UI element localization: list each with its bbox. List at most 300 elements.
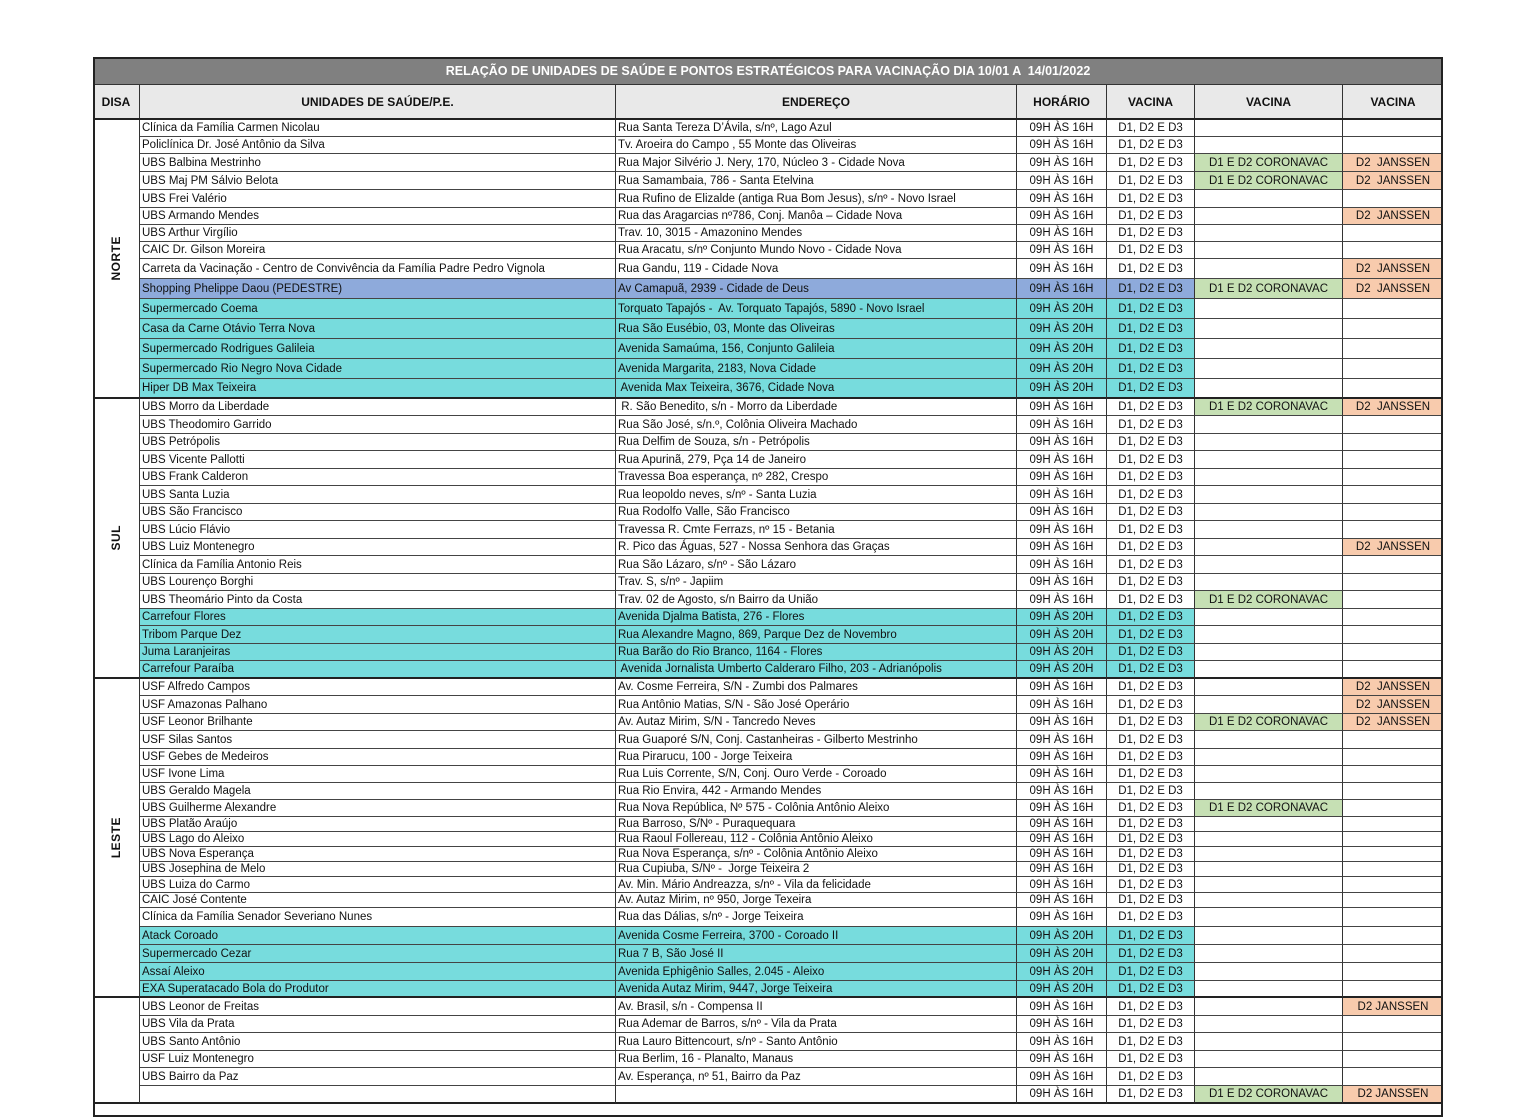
horario-cell: 09H ÀS 16H	[1017, 242, 1107, 259]
endereco-cell: Rua Major Silvério J. Nery, 170, Núcleo 3 - Cidade Nova	[616, 154, 1017, 172]
unidade-cell: UBS Theodomiro Garrido	[140, 416, 616, 434]
coronavac-cell	[1195, 556, 1343, 574]
coronavac-cell	[1195, 783, 1343, 800]
unidade-cell: Clínica da Família Carmen Nicolau	[140, 120, 616, 137]
coronavac-cell	[1195, 359, 1343, 379]
doses-cell: D1, D2 E D3	[1107, 847, 1195, 862]
horario-cell: 09H ÀS 20H	[1017, 963, 1107, 981]
coronavac-cell	[1195, 766, 1343, 783]
table-row	[140, 319, 1443, 339]
table-row	[140, 714, 1443, 731]
unidade-cell: UBS Bairro da Paz	[140, 1068, 616, 1086]
table-row	[140, 661, 1443, 679]
janssen-cell	[1343, 927, 1443, 945]
janssen-cell	[1343, 591, 1443, 609]
janssen-cell	[1343, 190, 1443, 208]
janssen-cell: D2 JANSSEN	[1343, 696, 1443, 714]
doses-cell: D1, D2 E D3	[1107, 521, 1195, 539]
doses-cell: D1, D2 E D3	[1107, 120, 1195, 137]
janssen-cell	[1343, 766, 1443, 783]
janssen-cell	[1343, 644, 1443, 661]
doses-cell: D1, D2 E D3	[1107, 259, 1195, 279]
horario-cell: 09H ÀS 16H	[1017, 172, 1107, 190]
table-row	[140, 1068, 1443, 1086]
endereco-cell: Rua Rio Envira, 442 - Armando Mendes	[616, 783, 1017, 800]
unidade-cell: UBS Arthur Virgílio	[140, 225, 616, 242]
table-row	[140, 556, 1443, 574]
unidade-cell: UBS Frei Valério	[140, 190, 616, 208]
endereco-cell: Rua leopoldo neves, s/nº - Santa Luzia	[616, 486, 1017, 504]
coronavac-cell	[1195, 862, 1343, 877]
endereco-cell	[616, 1086, 1017, 1104]
coronavac-cell: D1 E D2 CORONAVAC	[1195, 714, 1343, 731]
doses-cell: D1, D2 E D3	[1107, 591, 1195, 609]
unidade-cell: UBS Theomário Pinto da Costa	[140, 591, 616, 609]
header-vacina-doses: VACINA	[1107, 85, 1195, 118]
coronavac-cell	[1195, 259, 1343, 279]
unidade-cell: Clínica da Família Senador Severiano Nunes	[140, 908, 616, 927]
coronavac-cell	[1195, 847, 1343, 862]
coronavac-cell	[1195, 749, 1343, 766]
janssen-cell: D2 JANSSEN	[1343, 172, 1443, 190]
doses-cell: D1, D2 E D3	[1107, 783, 1195, 800]
coronavac-cell	[1195, 416, 1343, 434]
endereco-cell: Av. Min. Mário Andreazza, s/nº - Vila da felicidade	[616, 877, 1017, 893]
horario-cell: 09H ÀS 16H	[1017, 154, 1107, 172]
coronavac-cell	[1195, 137, 1343, 154]
coronavac-cell: D1 E D2 CORONAVAC	[1195, 800, 1343, 817]
coronavac-cell	[1195, 626, 1343, 644]
janssen-cell	[1343, 609, 1443, 626]
unidade-cell: UBS Lago do Aleixo	[140, 832, 616, 847]
table-row	[140, 225, 1443, 242]
doses-cell: D1, D2 E D3	[1107, 1068, 1195, 1086]
table-row	[140, 416, 1443, 434]
horario-cell: 09H ÀS 16H	[1017, 862, 1107, 877]
doses-cell: D1, D2 E D3	[1107, 731, 1195, 749]
table-title: RELAÇÃO DE UNIDADES DE SAÚDE E PONTOS ESTRATÉGICOS PARA VACINAÇÃO DIA 10/01 A 14/01/2022	[93, 57, 1443, 85]
janssen-cell: D2 JANSSEN	[1343, 1086, 1443, 1104]
janssen-cell: D2 JANSSEN	[1343, 208, 1443, 225]
janssen-cell: D2 JANSSEN	[1343, 279, 1443, 299]
horario-cell: 09H ÀS 16H	[1017, 591, 1107, 609]
janssen-cell	[1343, 319, 1443, 339]
doses-cell: D1, D2 E D3	[1107, 679, 1195, 696]
janssen-cell	[1343, 574, 1443, 591]
horario-cell: 09H ÀS 16H	[1017, 908, 1107, 927]
disa-region-cell	[93, 679, 140, 998]
unidade-cell	[140, 1086, 616, 1104]
coronavac-cell	[1195, 208, 1343, 225]
header-disa: DISA	[93, 85, 140, 118]
coronavac-cell	[1195, 696, 1343, 714]
janssen-cell	[1343, 1033, 1443, 1051]
janssen-cell: D2 JANSSEN	[1343, 539, 1443, 556]
doses-cell: D1, D2 E D3	[1107, 279, 1195, 299]
janssen-cell	[1343, 1051, 1443, 1068]
table-row	[140, 749, 1443, 766]
endereco-cell: Travessa Boa esperança, nº 282, Crespo	[616, 469, 1017, 486]
doses-cell: D1, D2 E D3	[1107, 299, 1195, 319]
table-row	[140, 172, 1443, 190]
horario-cell: 09H ÀS 20H	[1017, 379, 1107, 399]
doses-cell: D1, D2 E D3	[1107, 208, 1195, 225]
horario-cell: 09H ÀS 16H	[1017, 279, 1107, 299]
table-row	[140, 832, 1443, 847]
endereco-cell: Avenida Ephigênio Salles, 2.045 - Aleixo	[616, 963, 1017, 981]
unidade-cell: UBS Josephina de Melo	[140, 862, 616, 877]
coronavac-cell	[1195, 434, 1343, 451]
unidade-cell: UBS Balbina Mestrinho	[140, 154, 616, 172]
doses-cell: D1, D2 E D3	[1107, 359, 1195, 379]
disa-region-label: SUL	[109, 525, 123, 551]
table-row	[140, 1016, 1443, 1033]
janssen-cell: D2 JANSSEN	[1343, 399, 1443, 416]
doses-cell: D1, D2 E D3	[1107, 539, 1195, 556]
table-row	[140, 998, 1443, 1016]
janssen-cell	[1343, 981, 1443, 998]
endereco-cell: Rua Delfim de Souza, s/n - Petrópolis	[616, 434, 1017, 451]
endereco-cell: Rua 7 B, São José II	[616, 945, 1017, 963]
table-row	[140, 242, 1443, 259]
endereco-cell: Avenida Max Teixeira, 3676, Cidade Nova	[616, 379, 1017, 399]
vaccination-sites-table	[93, 57, 1443, 1117]
table-row	[140, 731, 1443, 749]
janssen-cell	[1343, 908, 1443, 927]
doses-cell: D1, D2 E D3	[1107, 832, 1195, 847]
endereco-cell: Rua Cupiuba, S/Nº - Jorge Teixeira 2	[616, 862, 1017, 877]
disa-region-cell	[93, 120, 140, 399]
janssen-cell: D2 JANSSEN	[1343, 998, 1443, 1016]
endereco-cell: Rua Luis Corrente, S/N, Conj. Ouro Verde - Coroado	[616, 766, 1017, 783]
doses-cell: D1, D2 E D3	[1107, 862, 1195, 877]
endereco-cell: Av Camapuã, 2939 - Cidade de Deus	[616, 279, 1017, 299]
disa-region-label: LESTE	[109, 816, 123, 859]
doses-cell: D1, D2 E D3	[1107, 190, 1195, 208]
table-row	[140, 434, 1443, 451]
endereco-cell: Av. Brasil, s/n - Compensa II	[616, 998, 1017, 1016]
table-row	[140, 539, 1443, 556]
unidade-cell: UBS São Francisco	[140, 504, 616, 521]
disa-region-cell	[93, 399, 140, 679]
doses-cell: D1, D2 E D3	[1107, 626, 1195, 644]
coronavac-cell	[1195, 1051, 1343, 1068]
horario-cell: 09H ÀS 16H	[1017, 800, 1107, 817]
unidade-cell: Juma Laranjeiras	[140, 644, 616, 661]
doses-cell: D1, D2 E D3	[1107, 339, 1195, 359]
table-row	[140, 359, 1443, 379]
unidade-cell: Carrefour Flores	[140, 609, 616, 626]
doses-cell: D1, D2 E D3	[1107, 486, 1195, 504]
janssen-cell	[1343, 817, 1443, 832]
endereco-cell: Travessa R. Cmte Ferrazs, nº 15 - Betania	[616, 521, 1017, 539]
horario-cell: 09H ÀS 16H	[1017, 259, 1107, 279]
table-row	[140, 486, 1443, 504]
table-row	[140, 862, 1443, 877]
janssen-cell	[1343, 416, 1443, 434]
unidade-cell: Tribom Parque Dez	[140, 626, 616, 644]
unidade-cell: Supermercado Rodrigues Galileia	[140, 339, 616, 359]
coronavac-cell	[1195, 225, 1343, 242]
janssen-cell	[1343, 661, 1443, 679]
endereco-cell: Rua Pirarucu, 100 - Jorge Teixeira	[616, 749, 1017, 766]
coronavac-cell	[1195, 299, 1343, 319]
unidade-cell: Assaí Aleixo	[140, 963, 616, 981]
table-row	[140, 644, 1443, 661]
table-row	[140, 504, 1443, 521]
endereco-cell: Rua São Eusébio, 03, Monte das Oliveiras	[616, 319, 1017, 339]
janssen-cell	[1343, 486, 1443, 504]
coronavac-cell	[1195, 679, 1343, 696]
table-row	[140, 154, 1443, 172]
table-row	[140, 981, 1443, 998]
horario-cell: 09H ÀS 16H	[1017, 766, 1107, 783]
janssen-cell	[1343, 434, 1443, 451]
unidade-cell: Carreta da Vacinação - Centro de Convivência da Família Padre Pedro Vignola	[140, 259, 616, 279]
table-row	[140, 120, 1443, 137]
doses-cell: D1, D2 E D3	[1107, 434, 1195, 451]
header-vacina-coronavac: VACINA	[1195, 85, 1343, 118]
horario-cell: 09H ÀS 16H	[1017, 847, 1107, 862]
janssen-cell	[1343, 120, 1443, 137]
doses-cell: D1, D2 E D3	[1107, 242, 1195, 259]
table-row	[140, 927, 1443, 945]
janssen-cell	[1343, 783, 1443, 800]
table-row	[140, 766, 1443, 783]
janssen-cell	[1343, 359, 1443, 379]
endereco-cell: Rua Nova República, Nº 575 - Colônia Antônio Aleixo	[616, 800, 1017, 817]
doses-cell: D1, D2 E D3	[1107, 469, 1195, 486]
endereco-cell: Rua Gandu, 119 - Cidade Nova	[616, 259, 1017, 279]
disa-region-cell	[93, 998, 140, 1104]
header-unidades: UNIDADES DE SAÚDE/P.E.	[140, 85, 616, 118]
coronavac-cell	[1195, 451, 1343, 469]
table-row	[140, 800, 1443, 817]
table-row	[140, 339, 1443, 359]
endereco-cell: Avenida Cosme Ferreira, 3700 - Coroado II	[616, 927, 1017, 945]
endereco-cell: Avenida Jornalista Umberto Calderaro Filho, 203 - Adrianópolis	[616, 661, 1017, 679]
horario-cell: 09H ÀS 20H	[1017, 339, 1107, 359]
table-row	[140, 1051, 1443, 1068]
horario-cell: 09H ÀS 16H	[1017, 749, 1107, 766]
unidade-cell: UBS Guilherme Alexandre	[140, 800, 616, 817]
endereco-cell: Rua Rufino de Elizalde (antiga Rua Bom Jesus), s/nº - Novo Israel	[616, 190, 1017, 208]
doses-cell: D1, D2 E D3	[1107, 609, 1195, 626]
unidade-cell: USF Leonor Brilhante	[140, 714, 616, 731]
horario-cell: 09H ÀS 16H	[1017, 877, 1107, 893]
doses-cell: D1, D2 E D3	[1107, 714, 1195, 731]
horario-cell: 09H ÀS 16H	[1017, 434, 1107, 451]
unidade-cell: EXA Superatacado Bola do Produtor	[140, 981, 616, 998]
janssen-cell	[1343, 379, 1443, 399]
janssen-cell	[1343, 451, 1443, 469]
unidade-cell: USF Silas Santos	[140, 731, 616, 749]
unidade-cell: Atack Coroado	[140, 927, 616, 945]
janssen-cell	[1343, 339, 1443, 359]
coronavac-cell	[1195, 877, 1343, 893]
doses-cell: D1, D2 E D3	[1107, 661, 1195, 679]
header-vacina-janssen: VACINA	[1370, 94, 1416, 109]
disa-region-label: NORTE	[109, 236, 123, 281]
horario-cell: 09H ÀS 20H	[1017, 644, 1107, 661]
horario-cell: 09H ÀS 16H	[1017, 783, 1107, 800]
unidade-cell: CAIC José Contente	[140, 893, 616, 908]
doses-cell: D1, D2 E D3	[1107, 945, 1195, 963]
coronavac-cell	[1195, 120, 1343, 137]
doses-cell: D1, D2 E D3	[1107, 998, 1195, 1016]
horario-cell: 09H ÀS 16H	[1017, 1033, 1107, 1051]
doses-cell: D1, D2 E D3	[1107, 225, 1195, 242]
endereco-cell: Av. Cosme Ferreira, S/N - Zumbi dos Palmares	[616, 679, 1017, 696]
janssen-cell	[1343, 1016, 1443, 1033]
unidade-cell: UBS Geraldo Magela	[140, 783, 616, 800]
unidade-cell: USF Alfredo Campos	[140, 679, 616, 696]
horario-cell: 09H ÀS 16H	[1017, 696, 1107, 714]
coronavac-cell	[1195, 998, 1343, 1016]
endereco-cell: Rua Aracatu, s/nº Conjunto Mundo Novo - Cidade Nova	[616, 242, 1017, 259]
unidade-cell: Policlínica Dr. José Antônio da Silva	[140, 137, 616, 154]
janssen-cell	[1343, 504, 1443, 521]
horario-cell: 09H ÀS 16H	[1017, 469, 1107, 486]
table-row	[140, 574, 1443, 591]
horario-cell: 09H ÀS 16H	[1017, 817, 1107, 832]
endereco-cell: Av. Autaz Mirim, S/N - Tancredo Neves	[616, 714, 1017, 731]
doses-cell: D1, D2 E D3	[1107, 574, 1195, 591]
unidade-cell: UBS Frank Calderon	[140, 469, 616, 486]
janssen-cell	[1343, 1068, 1443, 1086]
doses-cell: D1, D2 E D3	[1107, 1033, 1195, 1051]
horario-cell: 09H ÀS 16H	[1017, 225, 1107, 242]
unidade-cell: UBS Vila da Prata	[140, 1016, 616, 1033]
endereco-cell: Torquato Tapajós - Av. Torquato Tapajós, 5890 - Novo Israel	[616, 299, 1017, 319]
coronavac-cell	[1195, 817, 1343, 832]
table-row	[140, 259, 1443, 279]
unidade-cell: Supermercado Rio Negro Nova Cidade	[140, 359, 616, 379]
horario-cell: 09H ÀS 16H	[1017, 190, 1107, 208]
endereco-cell: Rua Apurinã, 279, Pça 14 de Janeiro	[616, 451, 1017, 469]
unidade-cell: UBS Lourenço Borghi	[140, 574, 616, 591]
doses-cell: D1, D2 E D3	[1107, 172, 1195, 190]
doses-cell: D1, D2 E D3	[1107, 908, 1195, 927]
janssen-cell	[1343, 225, 1443, 242]
horario-cell: 09H ÀS 16H	[1017, 714, 1107, 731]
endereco-cell: Trav. 02 de Agosto, s/n Bairro da União	[616, 591, 1017, 609]
horario-cell: 09H ÀS 20H	[1017, 299, 1107, 319]
janssen-cell	[1343, 521, 1443, 539]
doses-cell: D1, D2 E D3	[1107, 1051, 1195, 1068]
table-row	[140, 1033, 1443, 1051]
coronavac-cell	[1195, 963, 1343, 981]
table-row	[140, 521, 1443, 539]
horario-cell: 09H ÀS 16H	[1017, 120, 1107, 137]
coronavac-cell: D1 E D2 CORONAVAC	[1195, 1086, 1343, 1104]
horario-cell: 09H ÀS 16H	[1017, 539, 1107, 556]
doses-cell: D1, D2 E D3	[1107, 379, 1195, 399]
endereco-cell: Rua Raoul Follereau, 112 - Colônia Antônio Aleixo	[616, 832, 1017, 847]
table-row	[140, 908, 1443, 927]
endereco-cell: Rua das Dálias, s/nº - Jorge Teixeira	[616, 908, 1017, 927]
doses-cell: D1, D2 E D3	[1107, 877, 1195, 893]
table-row	[140, 783, 1443, 800]
endereco-cell: Rua Barão do Rio Branco, 1164 - Flores	[616, 644, 1017, 661]
endereco-cell: Rua Berlim, 16 - Planalto, Manaus	[616, 1051, 1017, 1068]
unidade-cell: UBS Morro da Liberdade	[140, 399, 616, 416]
unidade-cell: Supermercado Cezar	[140, 945, 616, 963]
table-row	[140, 893, 1443, 908]
doses-cell: D1, D2 E D3	[1107, 696, 1195, 714]
doses-cell: D1, D2 E D3	[1107, 504, 1195, 521]
janssen-cell	[1343, 847, 1443, 862]
coronavac-cell: D1 E D2 CORONAVAC	[1195, 399, 1343, 416]
table-row	[140, 1086, 1443, 1104]
horario-cell: 09H ÀS 16H	[1017, 731, 1107, 749]
endereco-cell: Avenida Autaz Mirim, 9447, Jorge Teixeira	[616, 981, 1017, 998]
horario-cell: 09H ÀS 16H	[1017, 208, 1107, 225]
unidade-cell: Casa da Carne Otávio Terra Nova	[140, 319, 616, 339]
table-row	[140, 609, 1443, 626]
unidade-cell: USF Gebes de Medeiros	[140, 749, 616, 766]
janssen-cell	[1343, 626, 1443, 644]
coronavac-cell: D1 E D2 CORONAVAC	[1195, 154, 1343, 172]
janssen-cell	[1343, 862, 1443, 877]
coronavac-cell: D1 E D2 CORONAVAC	[1195, 279, 1343, 299]
horario-cell: 09H ÀS 20H	[1017, 626, 1107, 644]
janssen-cell	[1343, 832, 1443, 847]
coronavac-cell	[1195, 832, 1343, 847]
unidade-cell: Hiper DB Max Teixeira	[140, 379, 616, 399]
janssen-cell: D2 JANSSEN	[1343, 154, 1443, 172]
table-row	[140, 696, 1443, 714]
table-row	[140, 679, 1443, 696]
janssen-cell: D2 JANSSEN	[1343, 679, 1443, 696]
unidade-cell: Clínica da Família Antonio Reis	[140, 556, 616, 574]
endereco-cell: Rua Guaporé S/N, Conj. Castanheiras - Gilberto Mestrinho	[616, 731, 1017, 749]
doses-cell: D1, D2 E D3	[1107, 416, 1195, 434]
horario-cell: 09H ÀS 16H	[1017, 1051, 1107, 1068]
unidade-cell: UBS Santo Antônio	[140, 1033, 616, 1051]
janssen-cell	[1343, 137, 1443, 154]
horario-cell: 09H ÀS 20H	[1017, 945, 1107, 963]
doses-cell: D1, D2 E D3	[1107, 451, 1195, 469]
horario-cell: 09H ÀS 20H	[1017, 927, 1107, 945]
coronavac-cell	[1195, 339, 1343, 359]
doses-cell: D1, D2 E D3	[1107, 927, 1195, 945]
table-row	[140, 137, 1443, 154]
table-row	[140, 399, 1443, 416]
janssen-cell	[1343, 242, 1443, 259]
endereco-cell: Av. Esperança, nº 51, Bairro da Paz	[616, 1068, 1017, 1086]
table-row	[140, 208, 1443, 225]
endereco-cell: Rua Barroso, S/Nº - Puraquequara	[616, 817, 1017, 832]
coronavac-cell	[1195, 644, 1343, 661]
table-row	[140, 945, 1443, 963]
horario-cell: 09H ÀS 16H	[1017, 998, 1107, 1016]
coronavac-cell	[1195, 574, 1343, 591]
endereco-cell: Avenida Djalma Batista, 276 - Flores	[616, 609, 1017, 626]
endereco-cell: Rua das Aragarcias nº786, Conj. Manôa – Cidade Nova	[616, 208, 1017, 225]
janssen-cell	[1343, 556, 1443, 574]
horario-cell: 09H ÀS 16H	[1017, 416, 1107, 434]
horario-cell: 09H ÀS 20H	[1017, 609, 1107, 626]
endereco-cell: Tv. Aroeira do Campo , 55 Monte das Oliveiras	[616, 137, 1017, 154]
table-row	[140, 963, 1443, 981]
horario-cell: 09H ÀS 16H	[1017, 137, 1107, 154]
horario-cell: 09H ÀS 16H	[1017, 451, 1107, 469]
doses-cell: D1, D2 E D3	[1107, 1016, 1195, 1033]
unidade-cell: Supermercado Coema	[140, 299, 616, 319]
coronavac-cell	[1195, 521, 1343, 539]
doses-cell: D1, D2 E D3	[1107, 154, 1195, 172]
